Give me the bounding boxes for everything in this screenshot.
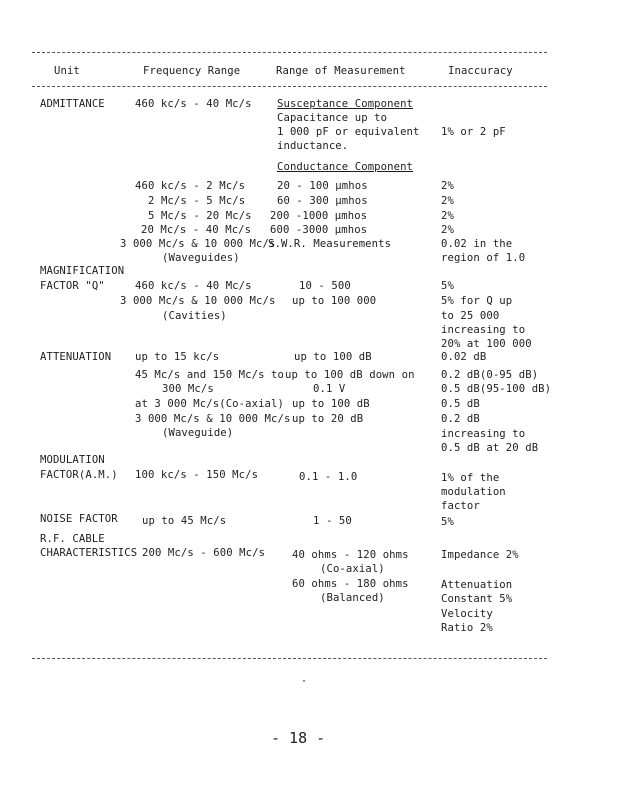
admittance-frequency: 460 kc/s - 40 Mc/s <box>135 98 252 110</box>
modulation-range: 0.1 - 1.0 <box>299 471 358 483</box>
attenuation-unit: ATTENUATION <box>40 351 112 363</box>
rf-cable-unit-line-1: R.F. CABLE <box>40 533 105 545</box>
magnification-unit-line-2: FACTOR "Q" <box>40 280 105 292</box>
header-frequency-range: Frequency Range <box>143 65 241 77</box>
rf-cable-frequency: 200 Mc/s - 600 Mc/s <box>142 547 266 559</box>
stray-mark: · <box>301 676 308 687</box>
rf-cable-range-balanced: 60 ohms - 180 ohms <box>292 578 409 590</box>
rf-cable-inaccuracy-line: Constant 5% <box>441 593 513 605</box>
magnification-range: up to 100 000 <box>292 295 377 307</box>
conductance-inaccuracy: 2% <box>441 180 454 192</box>
attenuation-range: up to 20 dB <box>292 413 364 425</box>
magnification-inaccuracy: 5% for Q up <box>441 295 513 307</box>
conductance-inaccuracy: 2% <box>441 195 454 207</box>
conductance-frequency: 2 Mc/s - 5 Mc/s <box>148 195 246 207</box>
swr-inaccuracy-line-2: region of 1.0 <box>441 252 526 264</box>
attenuation-inaccuracy-line: 0.5 dB at 20 dB <box>441 442 539 454</box>
page-number: - 18 - <box>271 729 326 747</box>
magnification-inaccuracy-line: 20% at 100 000 <box>441 338 532 350</box>
modulation-frequency: 100 kc/s - 150 Mc/s <box>135 469 259 481</box>
attenuation-inaccuracy: 0.2 dB(0-95 dB) <box>441 369 539 381</box>
rf-cable-range-coaxial-note: (Co-axial) <box>320 563 385 575</box>
admittance-unit: ADMITTANCE <box>40 98 105 110</box>
magnification-inaccuracy: 5% <box>441 280 454 292</box>
modulation-inaccuracy-line: modulation <box>441 486 506 498</box>
conductance-inaccuracy: 2% <box>441 210 454 222</box>
attenuation-inaccuracy: 0.5 dB(95-100 dB) <box>441 383 552 395</box>
attenuation-range: 0.1 V <box>313 383 346 395</box>
noise-factor-range: 1 - 50 <box>313 515 352 527</box>
attenuation-inaccuracy: 0.5 dB <box>441 398 480 410</box>
magnification-frequency-note: (Cavities) <box>162 310 227 322</box>
attenuation-inaccuracy: 0.02 dB <box>441 351 487 363</box>
noise-factor-frequency: up to 45 Mc/s <box>142 515 227 527</box>
conductance-inaccuracy: 2% <box>441 224 454 236</box>
magnification-range: 10 - 500 <box>299 280 351 292</box>
conductance-frequency: 5 Mc/s - 20 Mc/s <box>148 210 252 222</box>
susceptance-line-1: Capacitance up to <box>277 112 388 124</box>
rf-cable-inaccuracy-line: Velocity <box>441 608 493 620</box>
noise-factor-inaccuracy: 5% <box>441 516 454 528</box>
susceptance-line-2: 1 000 pF or equivalent <box>277 126 420 138</box>
header-range-of-measurement: Range of Measurement <box>276 65 406 77</box>
rf-cable-range-coaxial: 40 ohms - 120 ohms <box>292 549 409 561</box>
bottom-rule <box>32 658 547 659</box>
magnification-frequency: 3 000 Mc/s & 10 000 Mc/s <box>120 295 276 307</box>
conductance-heading: Conductance Component <box>277 161 414 173</box>
susceptance-inaccuracy: 1% or 2 pF <box>441 126 506 138</box>
attenuation-frequency-note: (Waveguide) <box>162 427 234 439</box>
top-rule <box>32 52 547 53</box>
noise-factor-unit: NOISE FACTOR <box>40 513 118 525</box>
rf-cable-inaccuracy-line: Attenuation <box>441 579 513 591</box>
modulation-unit-line-2: FACTOR(A.M.) <box>40 469 118 481</box>
attenuation-inaccuracy-line: increasing to <box>441 428 526 440</box>
attenuation-frequency: 45 Mc/s and 150 Mc/s to <box>135 369 284 381</box>
modulation-inaccuracy-line: 1% of the <box>441 472 500 484</box>
attenuation-frequency: 300 Mc/s <box>162 383 214 395</box>
swr-inaccuracy-line-1: 0.02 in the <box>441 238 513 250</box>
modulation-unit-line-1: MODULATION <box>40 454 105 466</box>
conductance-range: 20 - 100 µmhos <box>277 180 368 192</box>
attenuation-range: up to 100 dB <box>292 398 370 410</box>
magnification-inaccuracy-line: increasing to <box>441 324 526 336</box>
attenuation-frequency: at 3 000 Mc/s(Co-axial) <box>135 398 284 410</box>
swr-frequency-note: (Waveguides) <box>162 252 240 264</box>
attenuation-range: up to 100 dB <box>294 351 372 363</box>
conductance-range: 200 -1000 µmhos <box>270 210 368 222</box>
conductance-range: 600 -3000 µmhos <box>270 224 368 236</box>
modulation-inaccuracy-line: factor <box>441 500 480 512</box>
attenuation-frequency: 3 000 Mc/s & 10 000 Mc/s <box>135 413 291 425</box>
attenuation-frequency: up to 15 kc/s <box>135 351 220 363</box>
conductance-range: 60 - 300 µmhos <box>277 195 368 207</box>
attenuation-range: up to 100 dB down on <box>285 369 415 381</box>
rf-cable-inaccuracy-line: Impedance 2% <box>441 549 519 561</box>
header-inaccuracy: Inaccuracy <box>448 65 513 77</box>
attenuation-inaccuracy: 0.2 dB <box>441 413 480 425</box>
header-rule <box>32 86 547 87</box>
rf-cable-inaccuracy-line: Ratio 2% <box>441 622 493 634</box>
swr-frequency: 3 000 Mc/s & 10 000 Mc/s <box>120 238 276 250</box>
swr-range: S.W.R. Measurements <box>268 238 392 250</box>
header-unit: Unit <box>54 65 80 77</box>
magnification-frequency: 460 kc/s - 40 Mc/s <box>135 280 252 292</box>
magnification-inaccuracy-line: to 25 000 <box>441 310 500 322</box>
conductance-frequency: 20 Mc/s - 40 Mc/s <box>141 224 252 236</box>
conductance-frequency: 460 kc/s - 2 Mc/s <box>135 180 246 192</box>
magnification-unit-line-1: MAGNIFICATION <box>40 265 125 277</box>
rf-cable-range-balanced-note: (Balanced) <box>320 592 385 604</box>
susceptance-line-3: inductance. <box>277 140 349 152</box>
rf-cable-unit-line-2: CHARACTERISTICS <box>40 547 138 559</box>
susceptance-heading: Susceptance Component <box>277 98 414 110</box>
